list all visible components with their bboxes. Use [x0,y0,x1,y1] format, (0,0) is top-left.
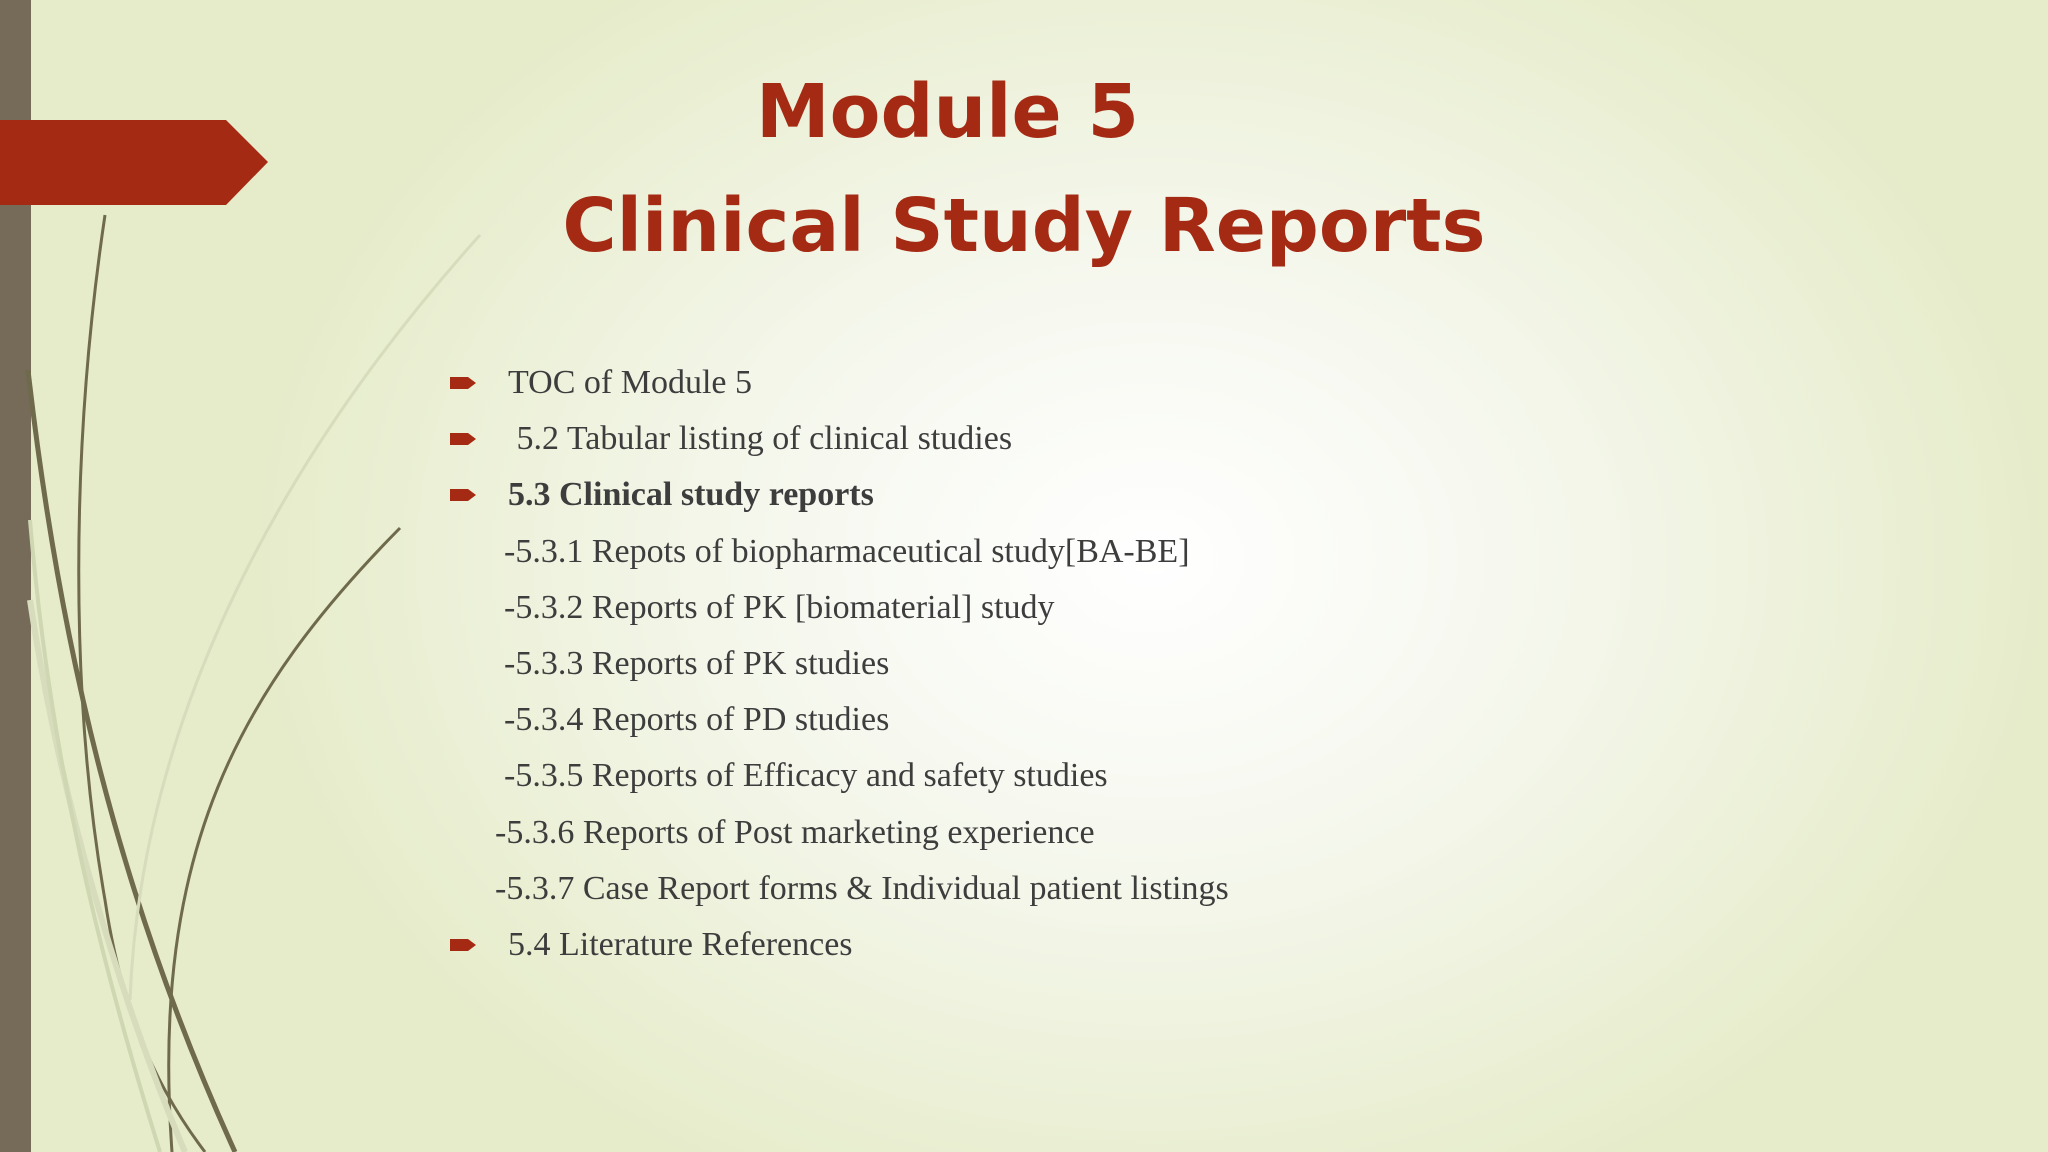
sub-list-item [450,692,1650,748]
sub-list-item [450,636,1650,692]
list-item [450,411,1650,467]
sub-list-item [450,861,1650,917]
arrow-bullet-icon [450,485,480,505]
list-item-text: 5.4 Literature References [508,925,853,963]
sub-list-item [450,805,1650,861]
sub-item-text: -5.3.2 Reports of PK [biomaterial] study [504,588,1055,626]
list-item-text: TOC of Module 5 [508,364,752,401]
title-line-module: Module 5 [756,69,1139,155]
sub-item-text: -5.3.1 Repots of biopharmaceutical study[BA-BE] [504,532,1190,570]
list-item [450,467,1650,523]
arrow-bullet-icon [450,429,480,449]
list-item [450,355,1650,411]
list-item-text: 5.3 Clinical study reports [508,476,874,514]
sub-item-text: -5.3.3 Reports of PK studies [504,644,890,682]
sub-list-item [450,748,1650,804]
arrow-bullet-icon [450,935,480,955]
sub-list-item [450,524,1650,580]
content-list [450,355,1650,973]
list-item-text: 5.2 Tabular listing of clinical studies [508,420,1013,458]
sub-item-text: -5.3.5 Reports of Efficacy and safety studies [504,757,1108,795]
sub-list-item [450,580,1650,636]
sub-item-text: -5.3.7 Case Report forms & Individual patient listings [495,869,1229,907]
title-line-clinical: Clinical Study Reports [562,183,1486,269]
sub-item-text: -5.3.6 Reports of Post marketing experience [495,813,1095,851]
slide-title [0,55,2048,283]
sub-item-text: -5.3.4 Reports of PD studies [504,701,890,739]
list-item [450,917,1650,973]
arrow-bullet-icon [450,373,480,393]
